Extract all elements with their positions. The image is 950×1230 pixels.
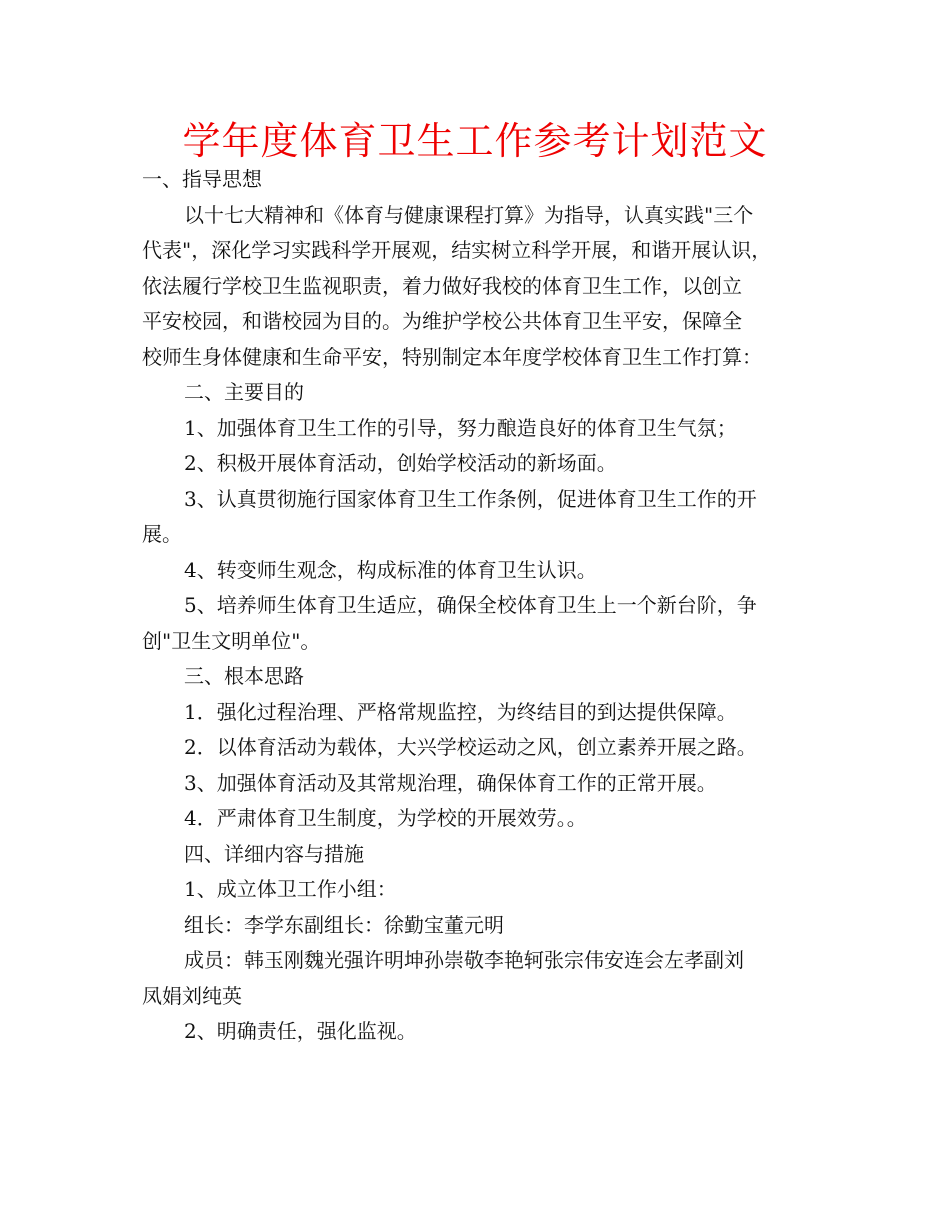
text-line: 3、加强体育活动及其常规治理，确保体育工作的正常开展。 [184, 770, 717, 795]
text-line: 组长：李学东副组长：徐勤宝董元明 [184, 912, 504, 937]
text-line: 2．以体育活动为载体，大兴学校运动之风，创立素养开展之路。 [184, 735, 757, 759]
text-line: 创"卫生文明单位"。 [142, 628, 321, 653]
text-line: 成员：韩玉刚魏光强许明坤孙崇敬李艳轲张宗伟安连会左孝副刘 [184, 948, 744, 972]
text-line: 二、主要目的 [184, 380, 304, 404]
text-line: 依法履行学校卫生监视职责，着力做好我校的体育卫生工作，以创立 [142, 273, 742, 298]
text-line: 5、培养师生体育卫生适应，确保全校体育卫生上一个新台阶，争 [184, 593, 757, 617]
text-line: 平安校园，和谐校园为目的。为维护学校公共体育卫生平安，保障全 [142, 309, 742, 333]
text-line: 四、详细内容与措施 [184, 841, 364, 866]
text-line: 展。 [142, 522, 182, 546]
document-body [142, 162, 822, 1050]
text-line: 校师生身体健康和生命平安，特别制定本年度学校体育卫生工作打算： [142, 344, 762, 369]
text-line: 2、明确责任，强化监视。 [184, 1019, 417, 1043]
text-line: 4．严肃体育卫生制度，为学校的开展效劳。。 [184, 806, 587, 830]
text-line: 1．强化过程治理、严格常规监控，为终结目的到达提供保障。 [184, 699, 737, 724]
text-line: 1、加强体育卫生工作的引导，努力酿造良好的体育卫生气氛； [184, 415, 737, 440]
text-line: 一、指导思想 [142, 167, 262, 191]
text-line: 代表"，深化学习实践科学开展观，结实树立科学开展，和谐开展认识， [142, 238, 772, 262]
text-line: 凤娟刘纯英 [142, 983, 242, 1008]
text-line: 三、根本思路 [184, 664, 304, 688]
document-title: 学年度体育卫生工作参考计划范文 [182, 119, 768, 163]
text-line: 以十七大精神和《体育与健康课程打算》为指导，认真实践"三个 [184, 202, 754, 227]
text-line: 4、转变师生观念，构成标准的体育卫生认识。 [184, 557, 597, 582]
text-line: 2、积极开展体育活动，创始学校活动的新场面。 [184, 451, 617, 475]
text-line: 3、认真贯彻施行国家体育卫生工作条例，促进体育卫生工作的开 [184, 486, 757, 511]
text-line: 1、成立体卫工作小组： [184, 877, 397, 901]
